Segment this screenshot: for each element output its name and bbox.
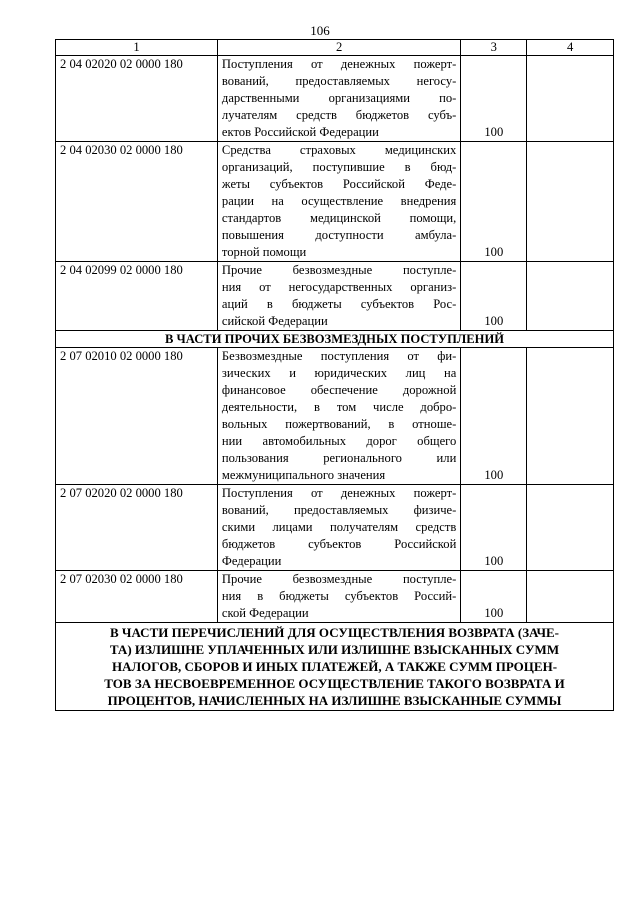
description-line: зических и юридических лиц на [221, 366, 457, 380]
normative-percent-cell: 100 [461, 56, 527, 142]
revenue-code-cell: 2 04 02030 02 0000 180 [56, 142, 218, 262]
table-row [56, 485, 614, 571]
normative-percent-cell: 100 [461, 262, 527, 331]
description-line: вований, предоставляемых физиче- [221, 503, 457, 517]
normative-percent-cell: 100 [461, 348, 527, 485]
column-4-cell [527, 142, 614, 262]
section-heading-row [56, 623, 614, 711]
description-line: финансовое обеспечение дорожной [221, 383, 457, 397]
normative-percent-cell: 100 [461, 485, 527, 571]
description-line: организаций, поступившие в бюд- [221, 160, 457, 174]
description-line: Федерации [221, 554, 282, 568]
description-line: бюджетов субъектов Российской [221, 537, 457, 551]
description-line: повышения доступности амбула- [221, 228, 457, 242]
section-heading-other-receipts: В ЧАСТИ ПРОЧИХ БЕЗВОЗМЕЗДНЫХ ПОСТУПЛЕНИЙ [56, 331, 614, 348]
revenue-code-cell: 2 04 02020 02 0000 180 [56, 56, 218, 142]
revenue-description-cell [217, 262, 460, 331]
description-line: ния от негосударственных организ- [221, 280, 457, 294]
revenue-codes-table [55, 39, 614, 711]
description-line: пользования регионального или [221, 451, 457, 465]
column-header-4: 4 [527, 40, 614, 56]
revenue-description-cell [217, 142, 460, 262]
description-line: ния в бюджеты субъектов Россий- [221, 589, 457, 603]
column-header-3: 3 [461, 40, 527, 56]
section-heading-line: ТОВ ЗА НЕСВОЕВРЕМЕННОЕ ОСУЩЕСТВЛЕНИЕ ТАКОГО ВОЗВРАТА И [104, 676, 565, 691]
column-4-cell [527, 56, 614, 142]
revenue-description-cell [217, 56, 460, 142]
description-line: Поступления от денежных пожерт- [221, 486, 457, 500]
description-line: жеты субъектов Российской Феде- [221, 177, 457, 191]
page-number: 106 [310, 23, 330, 38]
description-line: Средства страховых медицинских [221, 143, 457, 157]
description-line: Безвозмездные поступления от фи- [221, 349, 457, 363]
section-heading-line: В ЧАСТИ ПЕРЕЧИСЛЕНИЙ ДЛЯ ОСУЩЕСТВЛЕНИЯ ВОЗВРАТА (ЗАЧЕ- [109, 625, 560, 640]
description-line: рации на осуществление внедрения [221, 194, 457, 208]
description-line: деятельности, в том числе добро- [221, 400, 457, 414]
column-header-2: 2 [217, 40, 460, 56]
section-heading-line: ТА) ИЗЛИШНЕ УПЛАЧЕННЫХ ИЛИ ИЗЛИШНЕ ВЗЫСКАННЫХ СУММ [109, 642, 560, 657]
table-row [56, 142, 614, 262]
revenue-code-cell: 2 04 02099 02 0000 180 [56, 262, 218, 331]
revenue-code-cell: 2 07 02020 02 0000 180 [56, 485, 218, 571]
description-line: стандартов медицинской помощи, [221, 211, 457, 225]
description-line: Прочие безвозмездные поступле- [221, 263, 457, 277]
description-line: сийской Федерации [221, 314, 328, 328]
description-line: скими лицами получателям средств [221, 520, 457, 534]
table-row [56, 56, 614, 142]
description-line: ской Федерации [221, 606, 309, 620]
section-heading-line: НАЛОГОВ, СБОРОВ И ИНЫХ ПЛАТЕЖЕЙ, А ТАКЖЕ СУММ ПРОЦЕН- [111, 659, 558, 674]
table-row [56, 571, 614, 623]
section-heading-row [56, 331, 614, 348]
revenue-description-cell [217, 485, 460, 571]
description-line: лучателям средств бюджетов субъ- [221, 108, 457, 122]
description-line: межмуниципального значения [221, 468, 386, 482]
description-line: Прочие безвозмездные поступле- [221, 572, 457, 586]
table-row [56, 262, 614, 331]
table-row [56, 348, 614, 485]
column-header-1: 1 [56, 40, 218, 56]
description-line: Поступления от денежных пожерт- [221, 57, 457, 71]
column-4-cell [527, 571, 614, 623]
description-line: торной помощи [221, 245, 307, 259]
revenue-description-cell [217, 571, 460, 623]
description-line: нии автомобильных дорог общего [221, 434, 457, 448]
section-heading-refunds [56, 623, 614, 711]
revenue-code-cell: 2 07 02030 02 0000 180 [56, 571, 218, 623]
description-line: вольных пожертвований, в отноше- [221, 417, 457, 431]
normative-percent-cell: 100 [461, 571, 527, 623]
description-line: вований, предоставляемых негосу- [221, 74, 457, 88]
column-4-cell [527, 485, 614, 571]
revenue-description-cell [217, 348, 460, 485]
description-line: дарственными организациями по- [221, 91, 457, 105]
table-header-row [56, 40, 614, 56]
revenue-code-cell: 2 07 02010 02 0000 180 [56, 348, 218, 485]
column-4-cell [527, 348, 614, 485]
normative-percent-cell: 100 [461, 142, 527, 262]
section-heading-line: ПРОЦЕНТОВ, НАЧИСЛЕННЫХ НА ИЗЛИШНЕ ВЗЫСКАННЫЕ СУММЫ [107, 693, 562, 708]
description-line: аций в бюджеты субъектов Рос- [221, 297, 457, 311]
description-line: ектов Российской Федерации [221, 125, 379, 139]
column-4-cell [527, 262, 614, 331]
